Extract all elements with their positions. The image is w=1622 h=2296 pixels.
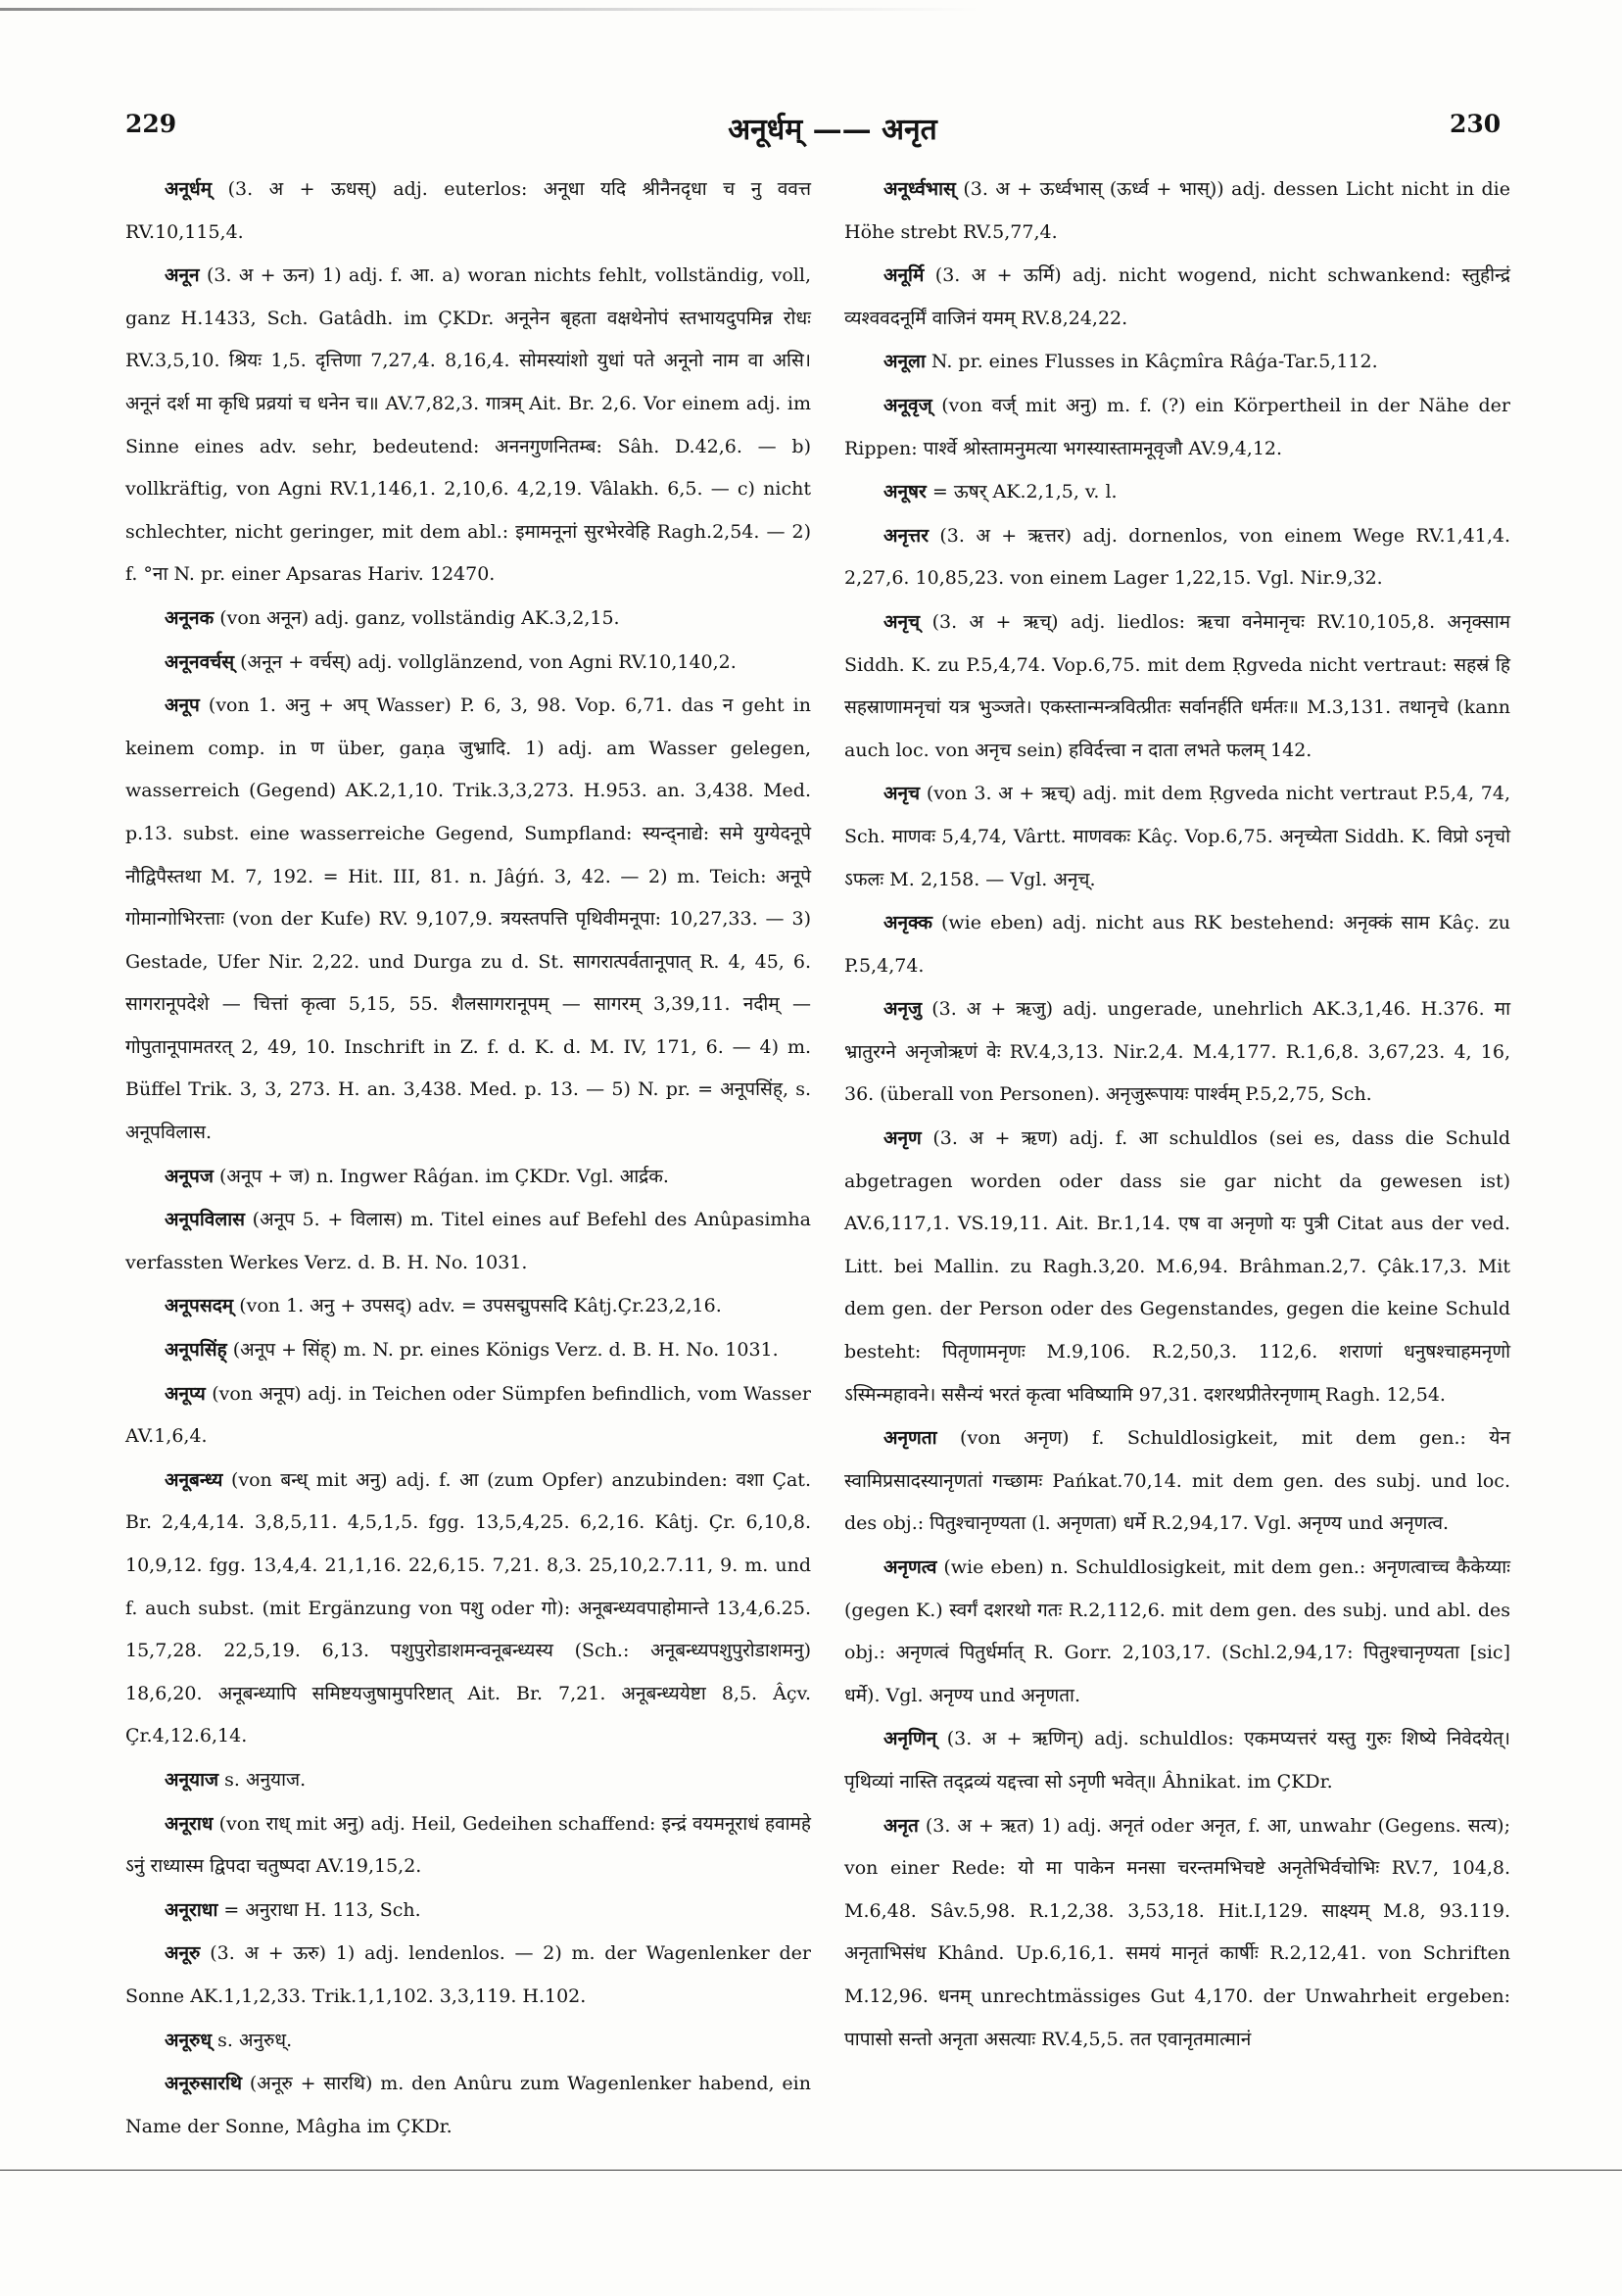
entry-text: (3. अ + ऋत्तर) adj. dornenlos, von einem Wege RV.1,41,4. 2,27,6. 10,85,23. von einem Lager 1,22,15. Vgl. Nir.9,32. (844, 524, 1510, 590)
entry-headword: अनूनवर्चस् (165, 650, 235, 673)
dictionary-entry (125, 1803, 811, 1889)
entry-text: (3. अ + ऋण) adj. f. आ schuldlos (sei es, dass die Schuld abgetragen worden oder dass sie gar nicht da gewesen ist) AV.6,117,1. VS.19,11. Ait. Br.1,14. एष वा अनृणो यः पुत्री Citat aus der ved. Litt. bei Mallin. zu Ragh.3,20. M.6,94. Brâhman.2,7. Çâk.17,3. Mit dem gen. der Person oder des Gegenstandes, gegen die keine Schuld besteht: पितृणामनृणः M.9,106. R.2,50,3. 112,6. शराणां धनुषश्चाहमनृणो ऽस्मिन्महावने। ससैन्यं भरतं कृत्वा भविष्यामि 97,31. दशरथप्रीतेरनृणाम् Ragh. 12,54. (844, 1127, 1510, 1406)
dictionary-entry (844, 515, 1510, 600)
dictionary-entry (125, 255, 811, 597)
entry-text: N. pr. eines Flusses in Kâçmîra Râǵa-Tar.5,112. (930, 351, 1378, 373)
scan-top-edge (0, 8, 979, 11)
entry-text: (von अनून) adj. ganz, vollständig AK.3,2,15. (219, 606, 620, 629)
entry-headword: अनूरु (165, 1942, 201, 1965)
dictionary-entry (844, 1417, 1510, 1546)
entry-text: s. अनुरुध्. (217, 2029, 293, 2051)
entry-text: (3. अ + ऋच्) adj. liedlos: ऋचा वनेमानृचः RV.10,105,8. अनृक्साम Siddh. K. zu P.5,4,74. Vop.6,75. mit dem Ṛgveda nicht vertraut: सहस्रं हि सहस्राणामनृचां यत्र भुञ्जते। एकस्तान्मन्त्रवित्प्रीतः सर्वानर्हति धर्मतः॥ M.3,131. तथानृचे (kann auch loc. von अनृच sein) हविर्दत्त्वा न दाता लभते फलम् 142. (844, 610, 1510, 761)
page-header (0, 110, 1622, 149)
entry-headword: अनूरुसारथि (165, 2073, 243, 2095)
entry-headword: अनूला (883, 351, 926, 373)
dictionary-entry (844, 1805, 1510, 2062)
dictionary-entry (125, 1759, 811, 1802)
dictionary-entry (844, 341, 1510, 384)
dictionary-entry (125, 1329, 811, 1372)
entry-headword: अनूर्मि (883, 264, 925, 287)
left-column (125, 168, 812, 2137)
entry-text: (3. अ + ऊर्ध्वभास् (ऊर्ध्व + भास्)) adj. dessen Licht nicht in die Höhe strebt RV.5,77,4. (844, 178, 1510, 243)
entry-headword: अनृच (883, 783, 921, 805)
dictionary-entry (844, 988, 1510, 1117)
entry-text: (3. अ + ऋत) 1) adj. अनृतं oder अनृत, f. आ, unwahr (Gegens. सत्य); von einer Rede: यो मा पाकेन मनसा चरन्तमभिचष्टे अनृतेभिर्वचोभिः RV.7, 104,8. M.6,48. Sâv.5,98. R.1,2,38. 3,53,18. Hit.I,129. साक्ष्यम् M.8, 93.119. अनृताभिसंध Khând. Up.6,16,1. समयं मानृतं कार्षीः R.2,12,41. von Schriften M.12,96. धनम् unrechtmässiges Gut 4,170. der Unwahrheit ergeben: पापासो सन्तो अनृता असत्याः RV.4,5,5. तत एवानृतमात्मानं (844, 1814, 1510, 2050)
entry-headword: अनूषर (883, 481, 927, 503)
bottom-rule (0, 2170, 1622, 2171)
entry-text: (3. अ + ऊन) 1) adj. f. आ. a) woran nichts fehlt, vollständig, voll, ganz H.1433, Sch. Gatâdh. im ÇKDr. अनूनेन बृहता वक्षथेनोपं स्तभायदुपमिन्न रोधः RV.3,5,10. श्रियः 1,5. दृत्तिणा 7,27,4. 8,16,4. सोमस्यांशो युधां पते अनूनो नाम वा असि। अनूनं दर्श मा कृधि प्रव्रयां च धनेन च॥ AV.7,82,3. गात्रम् Ait. Br. 2,6. Vor einem adj. im Sinne eines adv. sehr, bedeutend: अननगुणनितम्ब: Sâh. D.42,6. — b) vollkräftig, von Agni RV.1,146,1. 2,10,6. 4,2,19. Vâlakh. 6,5. — c) nicht schlechter, nicht geringer, mit dem abl.: इमामनूनां सुरभेरवेहि Ragh.2,54. — 2) f. °ना N. pr. einer Apsaras Hariv. 12470. (125, 264, 811, 586)
entry-text: (अनूप 5. + विलास) m. Titel eines auf Befehl des Anûpasimha verfassten Werkes Verz. d. B. H. No. 1031. (125, 1209, 811, 1273)
entry-text: (wie eben) adj. nicht aus RK bestehend: अनृक्कं साम Kâç. zu P.5,4,74. (844, 912, 1510, 977)
page-number-left: 229 (125, 110, 177, 138)
dictionary-entry (125, 1889, 811, 1933)
dictionary-entry (844, 902, 1510, 987)
entry-text: (अनूप + ज) n. Ingwer Râǵan. im ÇKDr. Vgl. आर्द्रक. (219, 1165, 669, 1187)
entry-headword: अनूनक (165, 606, 215, 629)
entry-headword: अनूपसिंह् (165, 1339, 227, 1362)
dictionary-entry (844, 773, 1510, 901)
entry-text: (von 1. अनु + अप् Wasser) P. 6, 3, 98. Vop. 6,71. das न geht in keinem comp. in ण über, gaṇa जुभ्रादि. 1) adj. am Wasser gelegen, wasserreich (Gegend) AK.2,1,10. Trik.3,3,273. H.953. an. 3,438. Med. p.13. subst. eine wasserreiche Gegend, Sumpfland: स्यन्द्नाद्ये: समे युग्येदनूपे नौद्विपैस्तथा M. 7, 192. = Hit. III, 81. n. Jâǵń. 3, 42. — 2) m. Teich: अनूपे गोमान्गोभिरत्ताः (von der Kufe) RV. 9,107,9. त्रयस्तपत्ति पृथिवीमनूपा: 10,27,33. — 3) Gestade, Ufer Nir. 2,22. und Durga zu d. St. सागरात्पर्वतानूपात् R. 4, 45, 6. सागरानूपदेशे — चित्तां कृत्वा 5,15, 55. शैलसागरानूपम् — सागरम् 3,39,11. नदीम् — गोपुतानूपामतरत् 2, 49, 10. Inschrift in Z. f. d. K. d. M. IV, 171, 6. — 4) m. Büffel Trik. 3, 3, 273. H. an. 3,438. Med. p. 13. — 5) N. pr. = अनूपसिंह्, s. अनूपविलास. (125, 694, 811, 1144)
dictionary-entry (125, 685, 811, 1155)
entry-headword: अनृणिन् (883, 1728, 937, 1750)
entry-headword: अनूप (165, 694, 200, 717)
entry-headword: अनृक्क (883, 912, 933, 934)
page-number-right: 230 (1450, 110, 1502, 138)
entry-text: (von 3. अ + ऋच्) adj. mit dem Ṛgveda nicht vertraut P.5,4, 74, Sch. माणवः 5,4,74, Vârtt. माणवकः Kâç. Vop.6,75. अनृच्येता Siddh. K. विप्रो ऽनृचो ऽफलः M. 2,158. — Vgl. अनृच्. (844, 783, 1510, 890)
entry-text: (von बन्ध् mit अनु) adj. f. आ (zum Opfer) anzubinden: वशा Çat. Br. 2,4,4,14. 3,8,5,11. 4,5,1,5. fgg. 13,5,4,25. 6,2,16. Kâtj. Çr. 6,10,8. 10,9,12. fgg. 13,4,4. 21,1,16. 22,6,15. 7,21. 8,3. 25,10,2.7.11, 9. m. und f. auch subst. (mit Ergänzung von पशु oder गो): अनूबन्ध्यवपाहोमान्ते 13,4,6.25. 15,7,28. 22,5,19. 6,13. पशुपुरोडाशमन्वनूबन्ध्यस्य (Sch.: अनूबन्ध्यपशुपुरोडाशमनु) 18,6,20. अनूबन्ध्यापि समिष्टयजुषामुपरिष्टात् Ait. Br. 7,21. अनूबन्ध्ययेष्टा 8,5. Âçv. Çr.4,12.6,14. (125, 1468, 811, 1747)
dictionary-entry (844, 385, 1510, 470)
entry-text: (3. अ + ऋणिन्) adj. schuldlos: एकमप्यत्तरं यस्तु गुरुः शिष्ये निवेदयेत्। पृथिव्यां नास्ति तद्द्रव्यं यद्दत्त्वा सो ऽनृणी भवेत्॥ Âhnikat. im ÇKDr. (844, 1728, 1510, 1793)
entry-text: (von अनूप) adj. in Teichen oder Sümpfen befindlich, vom Wasser AV.1,6,4. (125, 1382, 811, 1448)
dictionary-entry (844, 1718, 1510, 1803)
dictionary-entry (125, 1373, 811, 1459)
dictionary-entry (125, 168, 811, 254)
entry-headword: अनूपज (165, 1165, 214, 1187)
running-title: अनूर्धम् —— अनृत (728, 113, 937, 147)
entry-text: (von राध् mit अनु) adj. Heil, Gedeihen schaffend: इन्द्रं वयमनूराधं हवामहे ऽनुं राध्यास्म द्विपदा चतुष्पदा AV.19,15,2. (125, 1812, 812, 1878)
dictionary-entry (125, 1459, 811, 1758)
entry-headword: अनूर्ध्वभास् (883, 178, 956, 200)
dictionary-entry (844, 601, 1510, 772)
entry-text: (3. अ + ऋजु) adj. ungerade, unehrlich AK.3,1,46. H.376. मा भ्रातुरग्ने अनृजोऋणं वेः RV.4,3,13. Nir.2,4. M.4,177. R.1,6,8. 3,67,23. 4, 16, 36. (überall von Personen). अनृजुरूपायः पार्श्वम् P.5,2,75, Sch. (844, 998, 1510, 1106)
entry-text: = ऊषर् AK.2,1,5, v. l. (931, 481, 1118, 503)
entry-headword: अनूपसदम् (165, 1295, 234, 1317)
entry-headword: अनूयाज (165, 1768, 219, 1791)
dictionary-entry (844, 1118, 1510, 1416)
dictionary-entry (125, 1199, 811, 1284)
entry-headword: अनूराध (165, 1812, 214, 1835)
entry-headword: अनूवृज् (883, 394, 932, 416)
dictionary-entry (844, 1547, 1510, 1717)
entry-text: (अनून + वर्चस्) adj. vollglänzend, von Agni RV.10,140,2. (240, 650, 737, 673)
entry-headword: अनृजु (883, 998, 923, 1021)
entry-text: (3. अ + ऊर्मि) adj. nicht wogend, nicht schwankend: स्तुहीन्द्रं व्यश्ववदनूर्मिं वाजिनं यमम् RV.8,24,22. (844, 264, 1510, 329)
entry-text: (अनूप + सिंह्) m. N. pr. eines Königs Verz. d. B. H. No. 1031. (232, 1339, 779, 1362)
entry-text: (3. अ + ऊधस्) adj. euterlos: अनूधा यदि श्रीनैनदृधा च नु ववत्त RV.10,115,4. (125, 178, 811, 243)
dictionary-entry (125, 1156, 811, 1199)
entry-text: = अनुराधा H. 113, Sch. (223, 1898, 421, 1921)
dictionary-entry (844, 168, 1510, 254)
entry-headword: अनृणता (883, 1427, 937, 1450)
entry-text: (अनूरु + सारथि) m. den Anûru zum Wagenlenker habend, ein Name der Sonne, Mâgha im ÇKDr. (125, 2073, 811, 2137)
dictionary-entry (125, 2063, 811, 2148)
entry-text: (von वर्ज् mit अनु) m. f. (?) ein Körpertheil in der Nähe der Rippen: पार्श्वे श्रोस्तामनुमत्या भगस्यास्तामनूवृजौ AV.9,4,12. (844, 394, 1510, 459)
dictionary-entry (844, 471, 1510, 514)
entry-headword: अनृच् (883, 610, 921, 633)
dictionary-entry (125, 598, 811, 641)
entry-text: (von अनृण) f. Schuldlosigkeit, mit dem gen.: येन स्वामिप्रसादस्यानृणतां गच्छामः Pańkat.70,14. mit dem gen. des subj. und loc. des obj.: पितुश्चानृण्यता (l. अनृणता) धर्मे R.2,94,17. Vgl. अनृण्य und अनृणत्व. (844, 1427, 1510, 1535)
entry-text: (3. अ + ऊरु) 1) adj. lendenlos. — 2) m. der Wagenlenker der Sonne AK.1,1,2,33. Trik.1,1,102. 3,3,119. H.102. (125, 1942, 811, 2007)
entry-headword: अनृण (883, 1127, 922, 1150)
entry-headword: अनृत (883, 1814, 919, 1837)
entry-headword: अनूप्य (165, 1382, 206, 1405)
entry-headword: अनूपविलास (165, 1209, 245, 1231)
entry-headword: अनृणत्व (883, 1556, 937, 1578)
entry-headword: अनूरुध् (165, 2029, 213, 2051)
right-column (844, 168, 1510, 2059)
entry-headword: अनूबन्ध्य (165, 1468, 223, 1491)
entry-headword: अनूर्धम् (165, 178, 213, 200)
dictionary-entry (125, 1285, 811, 1328)
dictionary-entry (125, 2020, 811, 2063)
entry-text: (wie eben) n. Schuldlosigkeit, mit dem gen.: अनृणत्वाच्च कैकेय्याः (gegen K.) स्वर्गं दशरथो गतः R.2,112,6. mit dem gen. des subj. und abl. des obj.: अनृणत्वं पितुर्धर्मात् R. Gorr. 2,103,17. (Schl.2,94,17: पितुश्चानृण्यता [sic] धर्मे). Vgl. अनृण्य und अनृणता. (844, 1556, 1510, 1706)
entry-text: s. अनुयाज. (224, 1768, 307, 1791)
dictionary-entry (844, 255, 1510, 340)
entry-text: (von 1. अनु + उपसद्) adv. = उपसद्मुपसदि Kâtj.Çr.23,2,16. (239, 1295, 722, 1317)
dictionary-entry (125, 642, 811, 685)
dictionary-entry (125, 1933, 811, 2018)
entry-headword: अनून (165, 264, 200, 287)
entry-headword: अनूराधा (165, 1898, 218, 1921)
entry-headword: अनृत्तर (883, 524, 929, 547)
